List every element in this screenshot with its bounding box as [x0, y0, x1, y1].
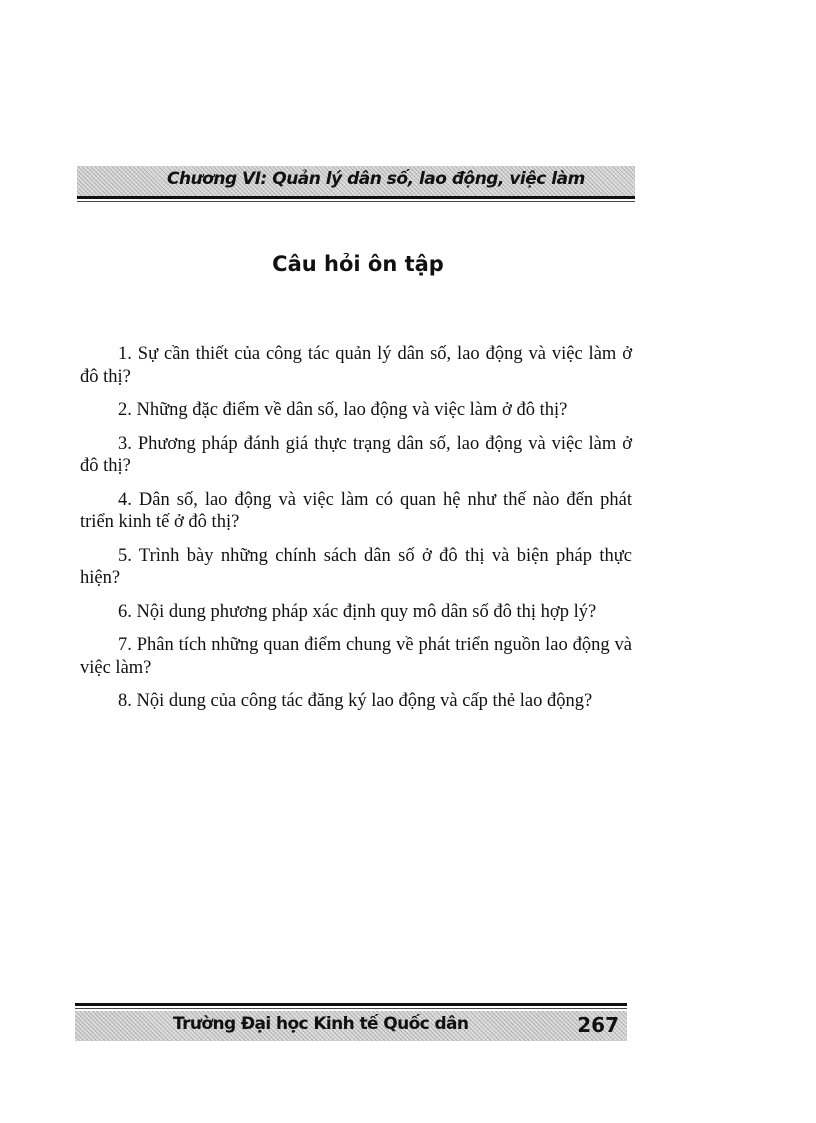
question-item: 5. Trình bày những chính sách dân số ở đô thị và biện pháp thực hiện? [80, 545, 632, 588]
question-item: 7. Phân tích những quan điểm chung về phát triển nguồn lao động và việc làm? [80, 635, 632, 678]
running-footer [75, 1011, 627, 1041]
institution-name: Trường Đại học Kinh tế Quốc dân [173, 1014, 469, 1034]
question-item: 8. Nội dung của công tác đăng ký lao động và cấp thẻ lao động? [118, 691, 593, 711]
page-number: 267 [577, 1013, 619, 1037]
question-item: 6. Nội dung phương pháp xác định quy mô dân số đô thị hợp lý? [118, 601, 597, 622]
question-item: 1. Sự cần thiết của công tác quản lý dân số, lao động và việc làm ở đô thị? [80, 344, 632, 387]
footer-divider [75, 1003, 627, 1006]
question-list [80, 343, 632, 724]
footer-divider-thin [75, 1008, 627, 1009]
header-divider [77, 196, 635, 199]
chapter-title: Chương VI: Quản lý dân số, lao động, việc làm [167, 169, 585, 189]
running-header [77, 166, 635, 196]
section-title: Câu hỏi ôn tập [272, 252, 444, 276]
question-item: 3. Phương pháp đánh giá thực trạng dân số, lao động và việc làm ở đô thị? [80, 433, 632, 476]
question-item: 4. Dân số, lao động và việc làm có quan hệ như thế nào đến phát triển kinh tế ở đô thị? [80, 489, 632, 532]
question-item: 2. Những đặc điểm về dân số, lao động và việc làm ở đô thị? [118, 400, 568, 420]
header-divider-thin [77, 201, 635, 202]
